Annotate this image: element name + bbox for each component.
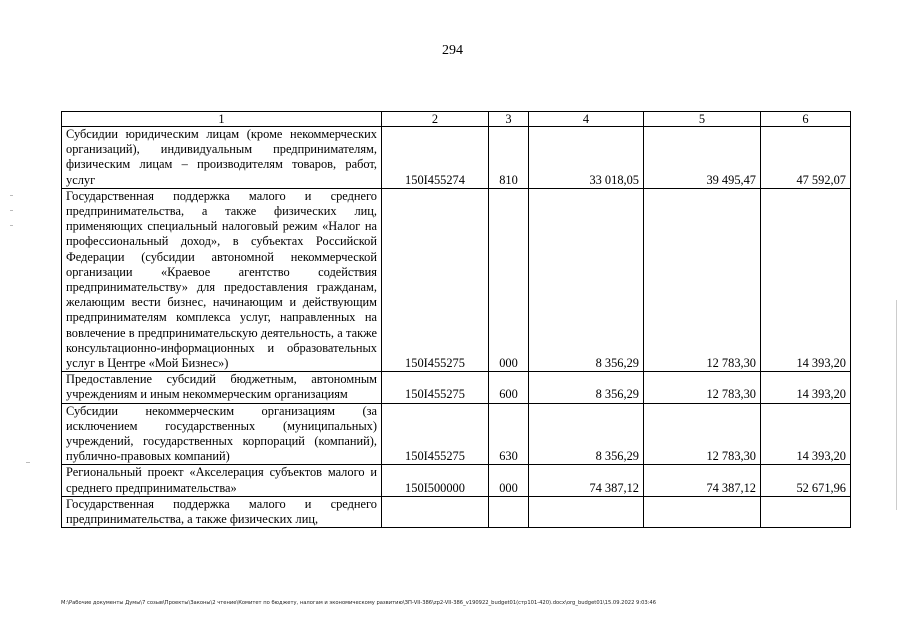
row-value-1: 8 356,29 <box>529 403 644 465</box>
row-value-3: 14 393,20 <box>761 403 851 465</box>
row-value-1 <box>529 496 644 527</box>
row-name: Государственная поддержка малого и среднего предпринимательства, а также физических лиц, применяющих специальный налоговый режим «Налог на профессиональный доход», в субъектах Российской Федерации (субсидии автономной некоммерческой организации «Краевое агентство содействия предпринимательству» для предоставления гражданам, желающим вести бизнес, начинающим и действующим предпринимателям комплекса услуг, направленных на вовлечение в предпринимательскую деятельность, а также консультационно-информационных и образовательных услуг в Центре «Мой Бизнес») <box>62 188 382 371</box>
table-row <box>62 188 851 371</box>
row-name: Субсидии юридическим лицам (кроме некоммерческих организаций), индивидуальным предпринимателям, физическим лицам – производителям товаров, работ, услуг <box>62 127 382 189</box>
scan-mark <box>896 300 897 510</box>
header-row <box>62 112 851 127</box>
row-code: 150I455274 <box>382 127 489 189</box>
scan-mark <box>10 210 13 211</box>
row-value-3: 52 671,96 <box>761 465 851 496</box>
row-type: 000 <box>489 465 529 496</box>
header-cell: 4 <box>529 112 644 127</box>
table-row <box>62 372 851 403</box>
row-value-1: 8 356,29 <box>529 372 644 403</box>
row-type: 000 <box>489 188 529 371</box>
row-name: Государственная поддержка малого и среднего предпринимательства, а также физических лиц, <box>62 496 382 527</box>
table-row <box>62 127 851 189</box>
row-value-1: 74 387,12 <box>529 465 644 496</box>
budget-table <box>61 111 851 528</box>
row-type: 600 <box>489 372 529 403</box>
row-name: Региональный проект «Акселерация субъектов малого и среднего предпринимательства» <box>62 465 382 496</box>
row-value-2: 74 387,12 <box>644 465 761 496</box>
page-number: 294 <box>442 43 463 58</box>
row-value-3: 14 393,20 <box>761 188 851 371</box>
row-code: 150I500000 <box>382 465 489 496</box>
row-type: 810 <box>489 127 529 189</box>
row-name: Предоставление субсидий бюджетным, автономным учреждениям и иным некоммерческим организациям <box>62 372 382 403</box>
file-path-footer: М:\Рабочие документы Думы\7 созыв\Проекты\Законы\2 чтение\Комитет по бюджету, налогам и экономическому развитию\ЗП-VII-386\zp2-VII-386_v190922_budget01(стр101-420).docx\org_budget01\15.09.2022 9:03:46 <box>61 600 657 606</box>
row-value-2: 39 495,47 <box>644 127 761 189</box>
table-row <box>62 403 851 465</box>
table-row <box>62 465 851 496</box>
header-cell: 6 <box>761 112 851 127</box>
row-type <box>489 496 529 527</box>
header-cell: 1 <box>62 112 382 127</box>
row-value-2: 12 783,30 <box>644 188 761 371</box>
header-cell: 5 <box>644 112 761 127</box>
row-value-2: 12 783,30 <box>644 403 761 465</box>
row-code: 150I455275 <box>382 188 489 371</box>
row-value-2 <box>644 496 761 527</box>
scan-mark <box>10 225 13 226</box>
scan-mark <box>26 462 30 463</box>
header-cell: 3 <box>489 112 529 127</box>
header-cell: 2 <box>382 112 489 127</box>
row-code <box>382 496 489 527</box>
table-row <box>62 496 851 527</box>
row-name: Субсидии некоммерческим организациям (за исключением государственных (муниципальных) учреждений, государственных корпораций (компаний), публично-правовых компаний) <box>62 403 382 465</box>
row-value-2: 12 783,30 <box>644 372 761 403</box>
row-value-3 <box>761 496 851 527</box>
row-code: 150I455275 <box>382 372 489 403</box>
row-value-3: 47 592,07 <box>761 127 851 189</box>
row-type: 630 <box>489 403 529 465</box>
scan-mark <box>10 195 13 196</box>
row-value-1: 33 018,05 <box>529 127 644 189</box>
row-value-1: 8 356,29 <box>529 188 644 371</box>
row-code: 150I455275 <box>382 403 489 465</box>
row-value-3: 14 393,20 <box>761 372 851 403</box>
